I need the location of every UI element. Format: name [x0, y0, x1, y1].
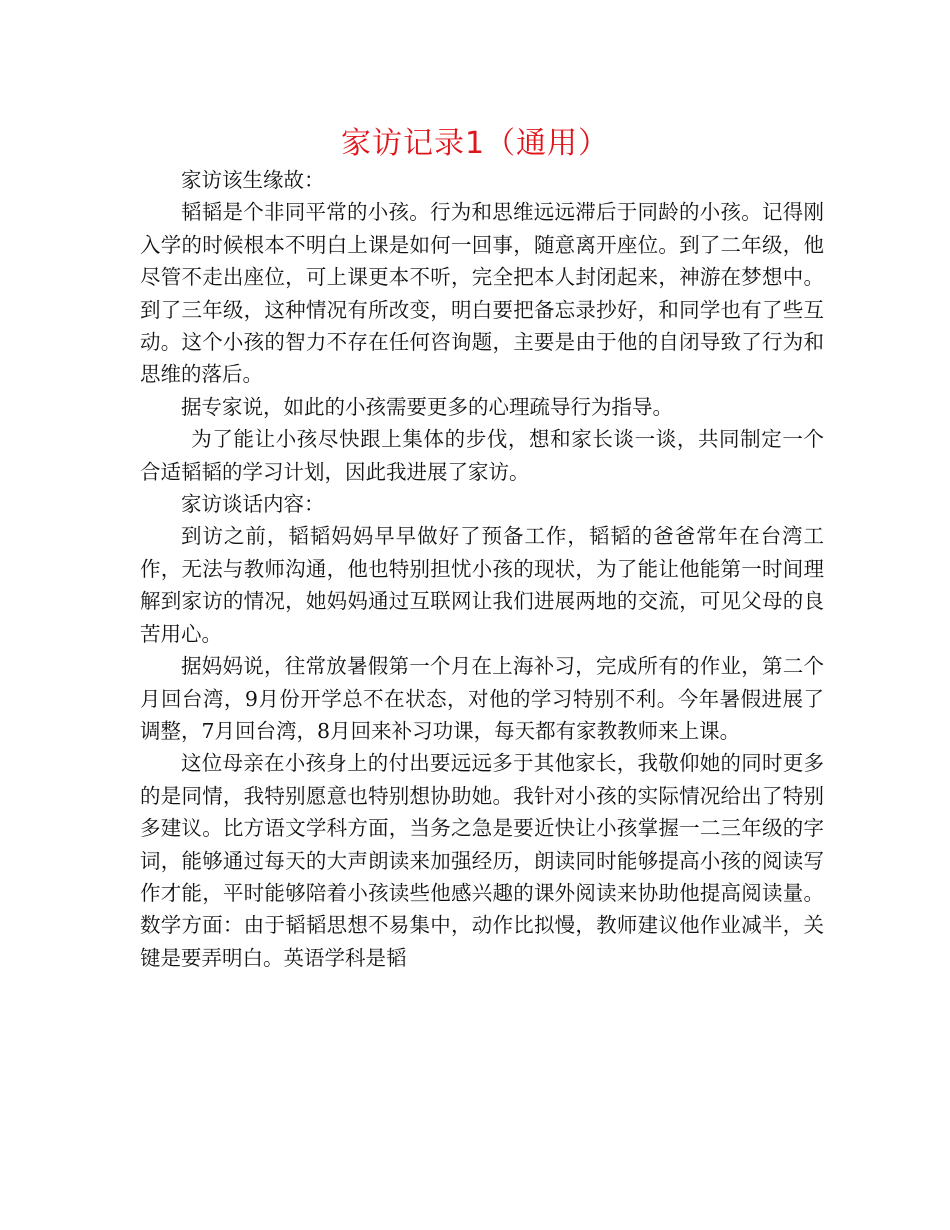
document-body [140, 164, 824, 974]
paragraph-teacher-suggestions: 这位母亲在小孩身上的付出要远远多于其他家长，我敬仰她的同时更多的是同情，我特别愿意也特别想协助她。我针对小孩的实际情况给出了特别多建议。比方语文学科方面，当务之急是要近快让小孩掌握一二三年级的字词，能够通过每天的大声朗读来加强经历，朗读同时能够提高小孩的阅读写作才能，平时能够陪着小孩读些他感兴趣的课外阅读来协助他提高阅读量。数学方面：由于韬韬思想不易集中，动作比拟慢，教师建议他作业减半，关键是要弄明白。英语学科是韬 [140, 751, 824, 970]
paragraph-before-visit: 到访之前，韬韬妈妈早早做好了预备工作，韬韬的爸爸常年在台湾工作，无法与教师沟通，他也特别担忧小孩的现状，为了能让他能第一时间理解到家访的情况，她妈妈通过互联网让我们进展两地的交流，可见父母的良苦用心。 [140, 524, 824, 646]
section-heading-conversation: 家访谈话内容： [181, 492, 325, 517]
document-title: 家访记录1（通用） [340, 126, 610, 161]
section-heading-reason: 家访该生缘故： [181, 168, 325, 192]
paragraph-mother-account: 据妈妈说，往常放暑假第一个月在上海补习，完成所有的作业，第二个月回台湾，9月份开学总不在状态，对他的学习特别不利。今年暑假进展了调整，7月回台湾，8月回来补习功课，每天都有家教教师来上课。 [140, 654, 824, 743]
paragraph-expert-opinion: 据专家说，如此的小孩需要更多的心理疏导行为指导。 [181, 394, 673, 419]
paragraph-student-description: 韬韬是个非同平常的小孩。行为和思维远远滞后于同龄的小孩。记得刚入学的时候根本不明白上课是如何一回事，随意离开座位。到了二年级，他尽管不走出座位，可上课更本不听，完全把本人封闭起来，神游在梦想中。到了三年级，这种情况有所改变，明白要把备忘录抄好，和同学也有了些互动。这个小孩的智力不存在任何咨询题，主要是由于他的自闭导致了行为和思维的落后。 [140, 200, 824, 387]
paragraph-visit-purpose: 为了能让小孩尽快跟上集体的步伐，想和家长谈一谈，共同制定一个合适韬韬的学习计划，因此我进展了家访。 [140, 427, 824, 484]
